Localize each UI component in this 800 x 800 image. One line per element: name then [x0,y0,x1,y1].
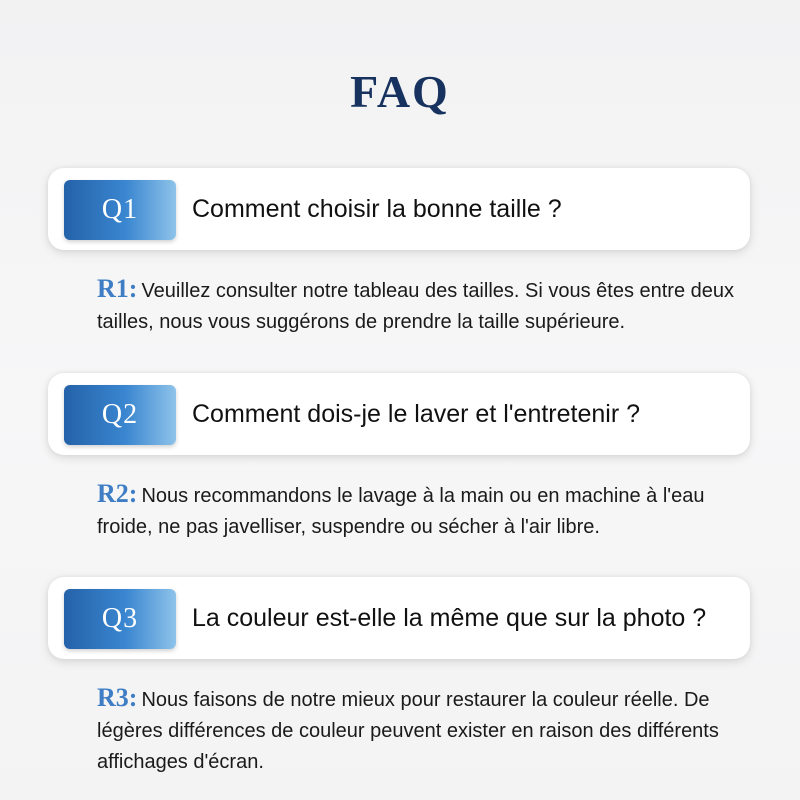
faq-answer-1 [97,273,737,338]
faq-answer-2 [97,478,737,543]
page-title: FAQ [350,66,450,117]
answer-text-3: Nous faisons de notre mieux pour restaurer la couleur réelle. De légères différences de couleur peuvent exister en raison des différents affichages d'écran. [97,689,719,773]
faq-answer-3 [97,682,737,778]
faq-question-card-1[interactable] [48,168,750,250]
question-badge-2: Q2 [64,385,176,445]
question-badge-3: Q3 [64,589,176,649]
answer-label-3: R3: [97,683,138,712]
question-text-3: La couleur est-elle la même que sur la photo ? [192,604,707,632]
answer-label-2: R2: [97,479,138,508]
answer-label-1: R1: [97,274,138,303]
question-text-1: Comment choisir la bonne taille ? [192,195,562,223]
question-text-2: Comment dois-je le laver et l'entretenir ? [192,400,641,428]
answer-text-1: Veuillez consulter notre tableau des tailles. Si vous êtes entre deux tailles, nous vous suggérons de prendre la taille supérieure. [97,280,735,333]
faq-question-card-3[interactable] [48,577,750,659]
faq-question-card-2[interactable] [48,373,750,455]
answer-text-2: Nous recommandons le lavage à la main ou en machine à l'eau froide, ne pas javelliser, suspendre ou sécher à l'air libre. [97,485,705,538]
question-badge-1: Q1 [64,180,176,240]
